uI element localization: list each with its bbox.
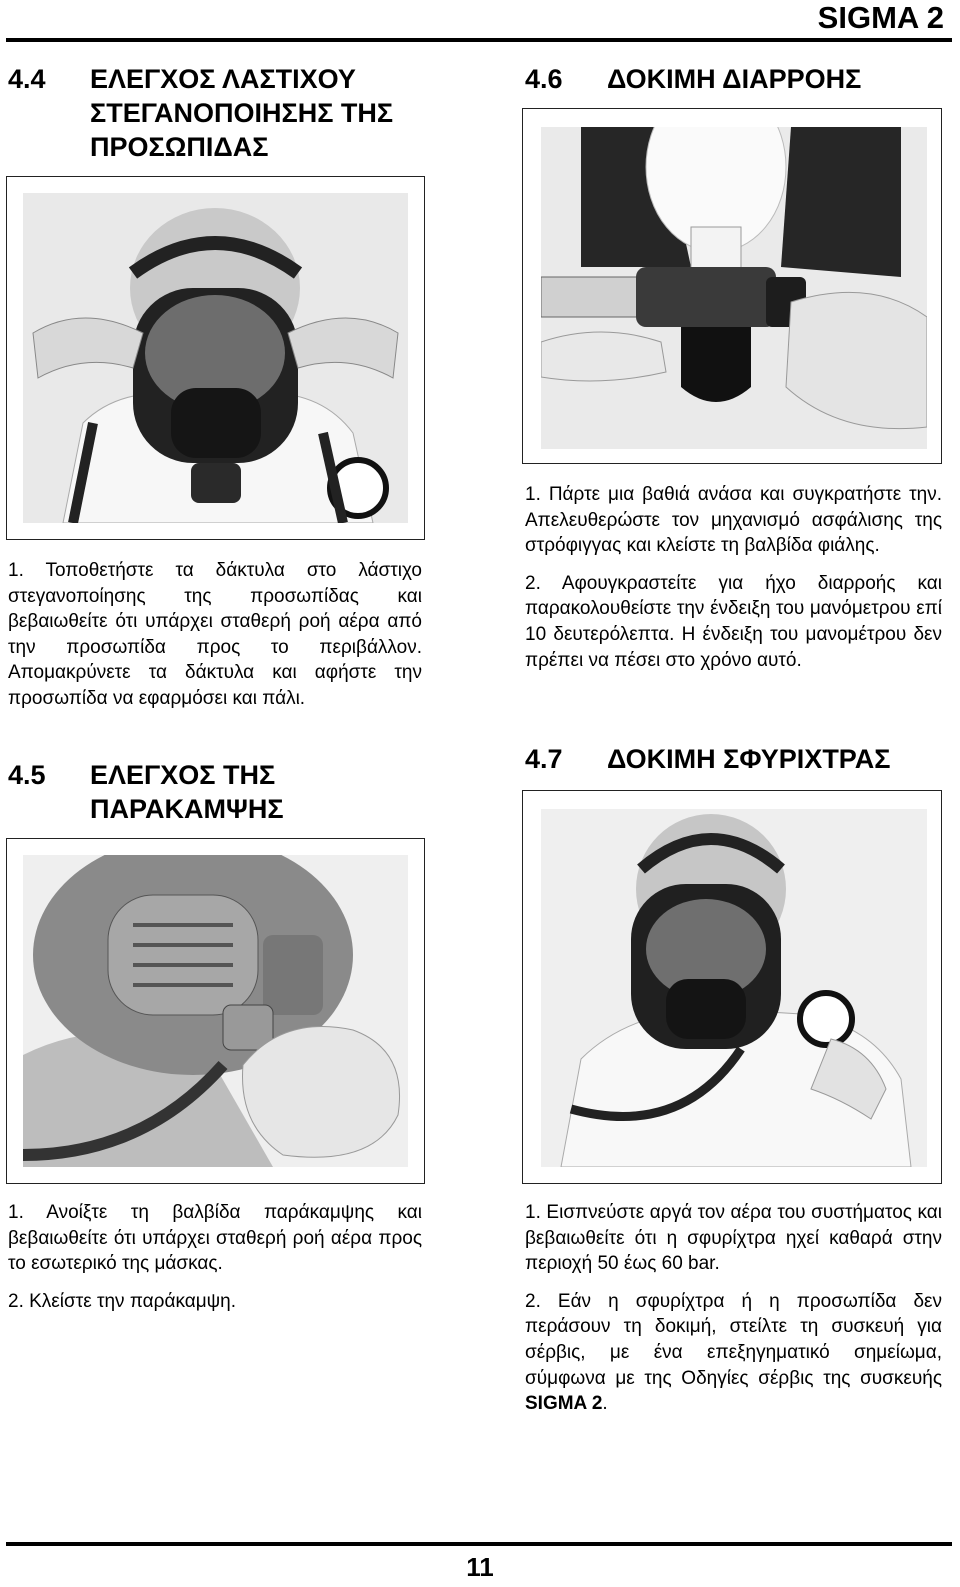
instruction-paragraph: 2. Κλείστε την παράκαμψη. [8,1290,237,1312]
instruction-paragraph: 1. Ανοίξτε τη βαλβίδα παράκαμψης και βεβαιωθείτε ότι υπάρχει σταθερή ροή αέρα προς το εσωτερικό της μάσκας. [8,1202,422,1275]
instruction-paragraph: 2. Αφουγκραστείτε για ήχο διαρροής και παρακολουθείστε την ένδειξη του μανόμετρου επί 10 δευτερόλεπτα. Η ένδειξη του μανομέτρου δεν πρέπει να πέσει στο χρόνο αυτό. [525,572,942,671]
section-title-line: ΠΡΟΣΩΠΙΔΑΣ [90,132,269,162]
paragraph-end: . [602,1393,608,1415]
section-4-4-text [8,558,422,724]
photo-bypass-valve [6,838,425,1184]
section-4-7-heading [525,742,945,776]
section-number: 4.4 [8,64,46,94]
section-4-7-text [525,1200,942,1429]
instruction-paragraph: 1. Πάρτε μια βαθιά ανάσα και συγκρατήστε την. Απελευθερώστε τον μηχανισμό ασφάλισης της στρόφιγγας και κλείστε τη βαλβίδα φιάλης. [525,484,942,557]
section-number: 4.6 [525,64,563,94]
section-4-5-heading [8,758,448,826]
section-4-4-heading [8,62,448,164]
section-4-6-heading [525,62,945,96]
section-4-6-text [525,482,942,685]
bottom-rule [6,1542,952,1546]
section-4-5-text [8,1200,422,1326]
section-title-line: ΕΛΕΓΧΟΣ ΛΑΣΤΙΧΟΥ [90,64,356,94]
photo-mask-seal-check [6,176,425,540]
instruction-paragraph [525,1289,942,1417]
section-title-line: ΠΑΡΑΚΑΜΨΗΣ [90,794,284,824]
photo-leak-test [522,108,942,464]
section-title: ΔΟΚΙΜΗ ΣΦΥΡΙΧΤΡΑΣ [607,744,891,774]
brand-title: SIGMA 2 [817,0,944,35]
instruction-paragraph: 1. Εισπνεύστε αργά τον αέρα του συστήματος και βεβαιωθείτε ότι η σφυρίχτρα ηχεί καθαρά στην περιοχή 50 έως 60 bar. [525,1202,942,1275]
paragraph-text: 2. Εάν η σφυρίχτρα ή η προσωπίδα δεν περάσουν τη δοκιμή, στείλτε τη συσκευή για σέρβις, με ένα επεξηγηματικό σημείωμα, σύμφωνα με της Οδηγίες σέρβις της συσκευής [525,1290,942,1389]
product-name: SIGMA 2 [525,1393,603,1415]
section-title-line: ΣΤΕΓΑΝΟΠΟΙΗΣΗΣ ΤΗΣ [90,98,394,128]
leak-test-illustration [541,127,927,449]
section-number: 4.7 [525,744,563,774]
instruction-paragraph: 1. Τοποθετήστε τα δάκτυλα στο λάστιχο στεγανοποίησης της προσωπίδας και βεβαιωθείτε ότι υπάρχει σταθερή ροή αέρα από την προσωπίδα προς το περιβάλλον. Απομακρύνετε τα δάκτυλα και αφήστε την προσωπίδα να εφαρμόσει και πάλι. [8,560,422,709]
bypass-valve-illustration [23,855,408,1167]
top-rule [6,38,952,42]
whistle-test-illustration [541,809,927,1167]
section-title-line: ΕΛΕΓΧΟΣ ΤΗΣ [90,760,276,790]
mask-seal-illustration [23,193,408,523]
page-number: 11 [466,1552,494,1582]
section-number: 4.5 [8,760,46,790]
photo-whistle-test [522,790,942,1184]
section-title: ΔΟΚΙΜΗ ΔΙΑΡΡΟΗΣ [607,64,862,94]
